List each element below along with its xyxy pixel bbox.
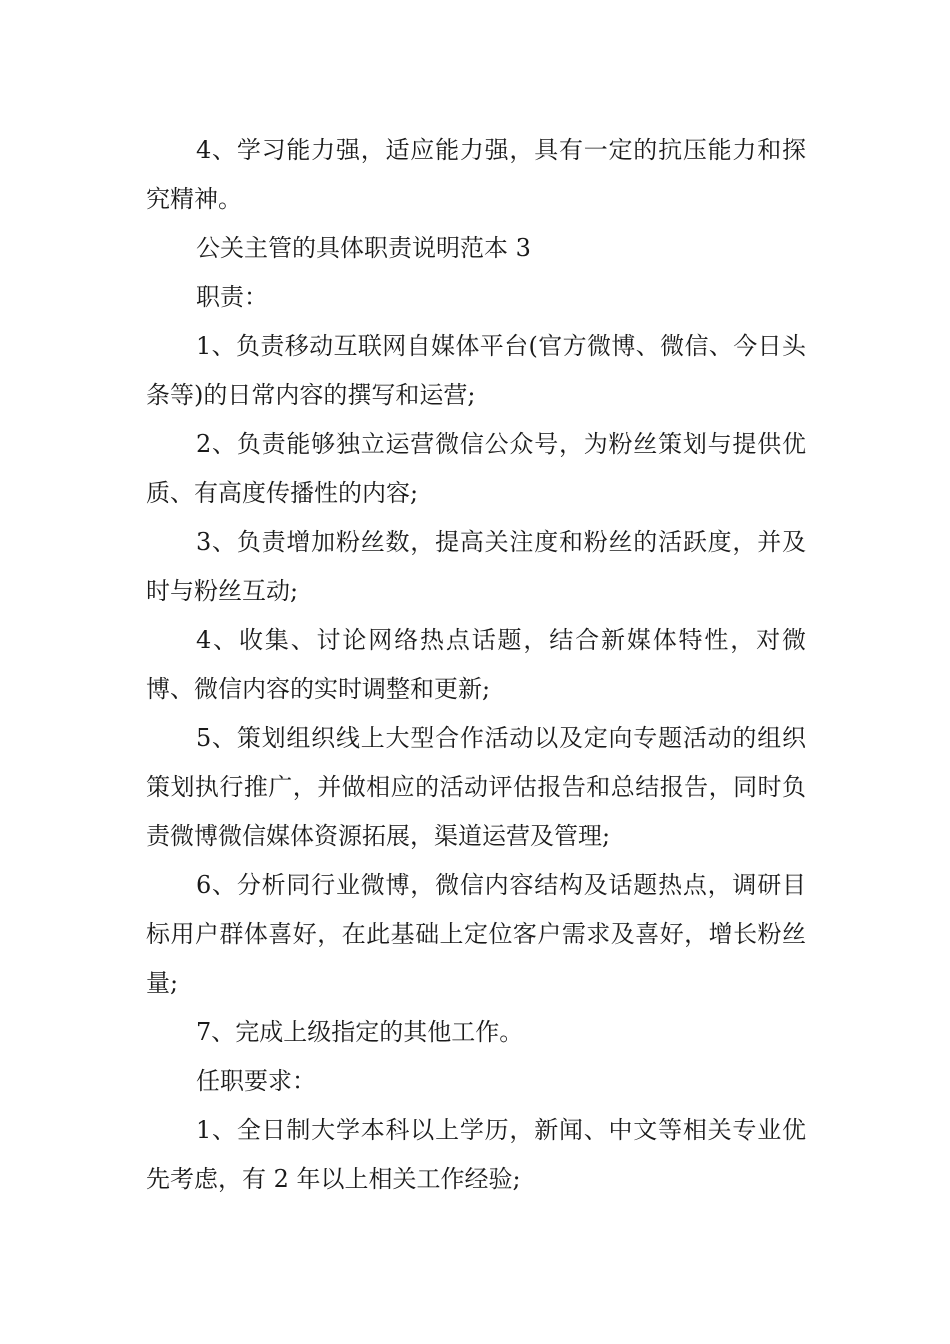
duty-item-2: 2、负责能够独立运营微信公众号，为粉丝策划与提供优质、有高度传播性的内容; [146, 430, 806, 507]
section-heading: 公关主管的具体职责说明范本 3 [196, 234, 531, 262]
requirements-heading: 任职要求： [196, 1067, 316, 1095]
duty-item-3: 3、负责增加粉丝数，提高关注度和粉丝的活跃度，并及时与粉丝互动; [146, 528, 806, 605]
duty-item-7: 7、完成上级指定的其他工作。 [196, 1018, 524, 1046]
duty-item-5: 5、策划组织线上大型合作活动以及定向专题活动的组织策划执行推广，并做相应的活动评估报告和总结报告，同时负责微博微信媒体资源拓展，渠道运营及管理; [146, 724, 806, 850]
duties-heading: 职责： [196, 283, 268, 311]
duty-item-1: 1、负责移动互联网自媒体平台(官方微博、微信、今日头条等)的日常内容的撰写和运营; [146, 332, 806, 409]
duty-item-6: 6、分析同行业微博，微信内容结构及话题热点，调研目标用户群体喜好，在此基础上定位客户需求及喜好，增长粉丝量; [146, 871, 806, 997]
paragraph-requirement-4: 4、学习能力强，适应能力强，具有一定的抗压能力和探究精神。 [146, 136, 806, 213]
document-body [146, 126, 806, 1204]
duty-item-4: 4、收集、讨论网络热点话题，结合新媒体特性，对微博、微信内容的实时调整和更新; [146, 626, 806, 703]
requirement-item-1: 1、全日制大学本科以上学历，新闻、中文等相关专业优先考虑，有 2 年以上相关工作经验; [146, 1116, 806, 1193]
